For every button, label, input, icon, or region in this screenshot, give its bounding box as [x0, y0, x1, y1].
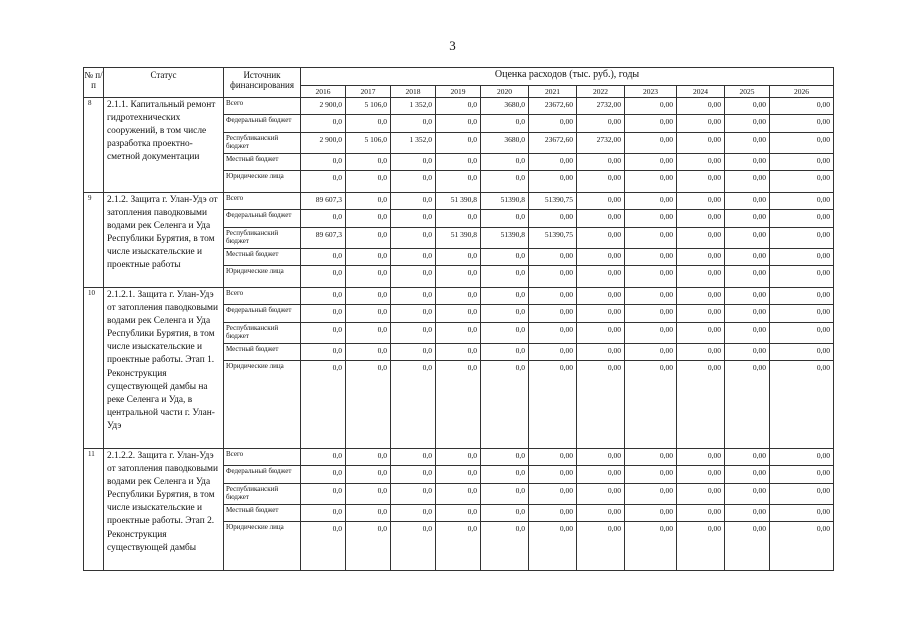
- value-cell: 0,00: [677, 98, 725, 115]
- value-cell: 0,0: [481, 115, 529, 133]
- header-num: № п/п: [84, 68, 104, 98]
- value-cell: 0,0: [481, 288, 529, 305]
- value-cell: 0,0: [481, 522, 529, 571]
- value-cell: 0,0: [391, 484, 436, 505]
- year-header: 2021: [529, 86, 577, 98]
- value-cell: 0,00: [770, 466, 834, 484]
- value-cell: 0,0: [481, 249, 529, 266]
- value-cell: 0,0: [301, 323, 346, 344]
- value-cell: 0,00: [625, 266, 677, 288]
- value-cell: 51 390,8: [436, 193, 481, 210]
- value-cell: 0,0: [481, 505, 529, 522]
- status-text: 2.1.2.1. Защита г. Улан-Удэ от затопления паводковыми водами рек Селенга и Уда Республики Бурятия, в том числе изыскательские и проектные работы. Этап 1. Реконструкция существующей дамбы на реке Селенга и Уда, в центральной части г. Улан-Удэ: [104, 288, 224, 449]
- value-cell: 0,00: [529, 154, 577, 171]
- value-cell: 0,00: [529, 305, 577, 323]
- value-cell: 0,00: [725, 210, 770, 228]
- value-cell: 0,00: [677, 522, 725, 571]
- value-cell: 0,00: [770, 323, 834, 344]
- table-row: [84, 288, 834, 305]
- row-number: 8: [84, 98, 104, 193]
- value-cell: 0,0: [346, 249, 391, 266]
- value-cell: 0,00: [577, 154, 625, 171]
- value-cell: 0,0: [346, 466, 391, 484]
- table-body: [84, 98, 834, 571]
- value-cell: 0,0: [391, 361, 436, 449]
- value-cell: 0,00: [677, 154, 725, 171]
- value-cell: 0,0: [391, 522, 436, 571]
- funding-source: Всего: [224, 288, 301, 305]
- value-cell: 0,0: [346, 323, 391, 344]
- value-cell: 0,00: [770, 193, 834, 210]
- value-cell: 0,00: [529, 361, 577, 449]
- value-cell: 0,00: [625, 484, 677, 505]
- value-cell: 0,00: [770, 154, 834, 171]
- value-cell: 0,00: [770, 505, 834, 522]
- value-cell: 0,0: [436, 115, 481, 133]
- value-cell: 0,00: [677, 505, 725, 522]
- value-cell: 5 106,0: [346, 133, 391, 154]
- value-cell: 1 352,0: [391, 98, 436, 115]
- value-cell: 0,00: [677, 133, 725, 154]
- value-cell: 0,00: [770, 449, 834, 466]
- value-cell: 0,00: [770, 228, 834, 249]
- value-cell: 0,00: [529, 466, 577, 484]
- value-cell: 0,00: [577, 171, 625, 193]
- value-cell: 0,00: [677, 115, 725, 133]
- value-cell: 0,00: [529, 115, 577, 133]
- value-cell: 0,00: [577, 193, 625, 210]
- value-cell: 0,0: [391, 210, 436, 228]
- funding-source: Республиканский бюджет: [224, 228, 301, 249]
- value-cell: 0,0: [346, 266, 391, 288]
- value-cell: 2732,00: [577, 133, 625, 154]
- value-cell: 0,0: [436, 522, 481, 571]
- value-cell: 0,0: [301, 449, 346, 466]
- value-cell: 0,00: [770, 98, 834, 115]
- value-cell: 0,00: [770, 249, 834, 266]
- funding-source: Федеральный бюджет: [224, 210, 301, 228]
- value-cell: 0,00: [577, 361, 625, 449]
- year-header: 2023: [625, 86, 677, 98]
- value-cell: 0,0: [346, 115, 391, 133]
- value-cell: 0,00: [625, 288, 677, 305]
- value-cell: 0,0: [301, 305, 346, 323]
- table-row: [84, 193, 834, 210]
- value-cell: 2 900,0: [301, 98, 346, 115]
- value-cell: 0,0: [391, 288, 436, 305]
- value-cell: 0,0: [346, 171, 391, 193]
- value-cell: 0,0: [346, 305, 391, 323]
- value-cell: 0,00: [677, 249, 725, 266]
- value-cell: 0,00: [770, 288, 834, 305]
- value-cell: 0,0: [436, 210, 481, 228]
- value-cell: 0,0: [481, 323, 529, 344]
- table-row: [84, 449, 834, 466]
- year-header: 2019: [436, 86, 481, 98]
- value-cell: 0,00: [725, 171, 770, 193]
- funding-source: Федеральный бюджет: [224, 466, 301, 484]
- value-cell: 0,0: [391, 228, 436, 249]
- value-cell: 0,00: [725, 154, 770, 171]
- value-cell: 0,00: [625, 323, 677, 344]
- header-source: Источник финансирования: [224, 68, 301, 98]
- value-cell: 0,00: [677, 228, 725, 249]
- funding-source: Республиканский бюджет: [224, 323, 301, 344]
- value-cell: 0,00: [577, 484, 625, 505]
- value-cell: 0,00: [725, 344, 770, 361]
- value-cell: 5 106,0: [346, 98, 391, 115]
- value-cell: 0,00: [677, 466, 725, 484]
- value-cell: 0,0: [301, 115, 346, 133]
- value-cell: 0,00: [725, 466, 770, 484]
- value-cell: 0,00: [625, 249, 677, 266]
- value-cell: 51390,8: [481, 193, 529, 210]
- value-cell: 0,00: [770, 484, 834, 505]
- value-cell: 0,0: [346, 361, 391, 449]
- year-header: 2020: [481, 86, 529, 98]
- value-cell: 0,00: [725, 323, 770, 344]
- value-cell: 0,00: [625, 361, 677, 449]
- value-cell: 0,0: [391, 344, 436, 361]
- value-cell: 0,00: [625, 98, 677, 115]
- value-cell: 0,0: [301, 522, 346, 571]
- value-cell: 0,00: [677, 344, 725, 361]
- value-cell: 0,0: [301, 154, 346, 171]
- value-cell: 0,00: [625, 210, 677, 228]
- value-cell: 0,00: [770, 115, 834, 133]
- value-cell: 2 900,0: [301, 133, 346, 154]
- funding-source: Всего: [224, 98, 301, 115]
- page-number: 3: [449, 38, 456, 53]
- value-cell: 0,00: [770, 266, 834, 288]
- value-cell: 0,00: [529, 266, 577, 288]
- value-cell: 0,0: [391, 505, 436, 522]
- value-cell: 0,00: [577, 344, 625, 361]
- value-cell: 0,0: [301, 210, 346, 228]
- value-cell: 0,00: [577, 228, 625, 249]
- funding-source: Юридические лица: [224, 522, 301, 571]
- value-cell: 2732,00: [577, 98, 625, 115]
- value-cell: 0,0: [346, 344, 391, 361]
- value-cell: 89 607,3: [301, 228, 346, 249]
- value-cell: 0,00: [725, 522, 770, 571]
- value-cell: 0,0: [301, 466, 346, 484]
- year-header: 2017: [346, 86, 391, 98]
- value-cell: 0,0: [346, 288, 391, 305]
- value-cell: 0,0: [301, 484, 346, 505]
- value-cell: 0,0: [301, 171, 346, 193]
- year-header: 2026: [770, 86, 834, 98]
- value-cell: 89 607,3: [301, 193, 346, 210]
- value-cell: 0,00: [625, 228, 677, 249]
- value-cell: 0,00: [625, 344, 677, 361]
- value-cell: 0,00: [725, 115, 770, 133]
- value-cell: 0,0: [436, 344, 481, 361]
- table-row: [84, 98, 834, 115]
- value-cell: 0,00: [625, 522, 677, 571]
- value-cell: 0,00: [577, 466, 625, 484]
- value-cell: 0,00: [529, 505, 577, 522]
- value-cell: 0,0: [391, 449, 436, 466]
- funding-source: Юридические лица: [224, 361, 301, 449]
- value-cell: 0,0: [481, 305, 529, 323]
- value-cell: 0,00: [625, 154, 677, 171]
- value-cell: 0,0: [346, 193, 391, 210]
- value-cell: 0,00: [725, 249, 770, 266]
- value-cell: 0,0: [481, 361, 529, 449]
- value-cell: 0,00: [725, 266, 770, 288]
- value-cell: 0,00: [725, 133, 770, 154]
- funding-source: Федеральный бюджет: [224, 115, 301, 133]
- value-cell: 0,00: [529, 323, 577, 344]
- value-cell: 0,00: [577, 249, 625, 266]
- value-cell: 0,0: [436, 98, 481, 115]
- value-cell: 3680,0: [481, 133, 529, 154]
- value-cell: 1 352,0: [391, 133, 436, 154]
- value-cell: 0,00: [725, 193, 770, 210]
- value-cell: 0,0: [301, 249, 346, 266]
- value-cell: 0,00: [625, 466, 677, 484]
- value-cell: 0,00: [770, 344, 834, 361]
- value-cell: 0,00: [625, 133, 677, 154]
- value-cell: 0,00: [770, 210, 834, 228]
- value-cell: 3680,0: [481, 98, 529, 115]
- value-cell: 0,00: [725, 449, 770, 466]
- value-cell: 0,00: [577, 449, 625, 466]
- funding-source: Республиканский бюджет: [224, 484, 301, 505]
- value-cell: 23672,60: [529, 98, 577, 115]
- value-cell: 0,00: [725, 305, 770, 323]
- funding-source: Местный бюджет: [224, 249, 301, 266]
- value-cell: 0,0: [436, 154, 481, 171]
- value-cell: 0,0: [391, 266, 436, 288]
- value-cell: 0,0: [481, 466, 529, 484]
- value-cell: 51 390,8: [436, 228, 481, 249]
- value-cell: 0,00: [677, 305, 725, 323]
- value-cell: 0,00: [677, 171, 725, 193]
- value-cell: 0,0: [436, 288, 481, 305]
- value-cell: 0,0: [301, 266, 346, 288]
- funding-source: Юридические лица: [224, 171, 301, 193]
- value-cell: 0,00: [770, 133, 834, 154]
- value-cell: 0,00: [770, 361, 834, 449]
- funding-source: Республиканский бюджет: [224, 133, 301, 154]
- value-cell: 0,00: [677, 266, 725, 288]
- value-cell: 0,0: [346, 210, 391, 228]
- value-cell: 0,00: [577, 522, 625, 571]
- value-cell: 0,00: [577, 210, 625, 228]
- value-cell: 0,00: [529, 249, 577, 266]
- table-header: [84, 68, 834, 98]
- value-cell: 0,00: [725, 98, 770, 115]
- year-header: 2022: [577, 86, 625, 98]
- value-cell: 0,0: [436, 361, 481, 449]
- value-cell: 0,0: [481, 154, 529, 171]
- value-cell: 0,00: [625, 115, 677, 133]
- value-cell: 0,0: [301, 344, 346, 361]
- funding-source: Всего: [224, 449, 301, 466]
- value-cell: 0,00: [529, 522, 577, 571]
- row-number: 10: [84, 288, 104, 449]
- value-cell: 0,0: [391, 171, 436, 193]
- value-cell: 0,00: [577, 323, 625, 344]
- value-cell: 0,0: [391, 323, 436, 344]
- value-cell: 0,00: [529, 288, 577, 305]
- year-header: 2025: [725, 86, 770, 98]
- value-cell: 0,0: [436, 249, 481, 266]
- value-cell: 0,00: [725, 228, 770, 249]
- year-header: 2016: [301, 86, 346, 98]
- value-cell: 0,00: [677, 210, 725, 228]
- header-status: Статус: [104, 68, 224, 98]
- value-cell: 0,0: [436, 466, 481, 484]
- value-cell: 0,0: [346, 449, 391, 466]
- value-cell: 0,0: [481, 344, 529, 361]
- value-cell: 0,00: [625, 305, 677, 323]
- funding-source: Местный бюджет: [224, 344, 301, 361]
- value-cell: 0,00: [529, 344, 577, 361]
- value-cell: 51390,8: [481, 228, 529, 249]
- value-cell: 0,0: [346, 154, 391, 171]
- value-cell: 0,0: [481, 449, 529, 466]
- value-cell: 0,00: [677, 323, 725, 344]
- value-cell: 0,0: [391, 466, 436, 484]
- value-cell: 0,0: [436, 449, 481, 466]
- value-cell: 0,00: [529, 210, 577, 228]
- status-text: 2.1.1. Капитальный ремонт гидротехнических сооружений, в том числе разработка проектно-сметной документации: [104, 98, 224, 193]
- row-number: 11: [84, 449, 104, 571]
- value-cell: 0,00: [625, 505, 677, 522]
- value-cell: 0,00: [577, 305, 625, 323]
- year-header: 2018: [391, 86, 436, 98]
- value-cell: 0,0: [391, 115, 436, 133]
- funding-source: Местный бюджет: [224, 154, 301, 171]
- row-number: 9: [84, 193, 104, 288]
- value-cell: 0,0: [301, 505, 346, 522]
- value-cell: 0,00: [577, 115, 625, 133]
- value-cell: 0,0: [481, 210, 529, 228]
- value-cell: 0,00: [677, 193, 725, 210]
- value-cell: 0,00: [677, 484, 725, 505]
- value-cell: 0,0: [346, 484, 391, 505]
- value-cell: 0,0: [391, 193, 436, 210]
- value-cell: 0,0: [301, 288, 346, 305]
- value-cell: 0,0: [346, 522, 391, 571]
- value-cell: 0,0: [436, 133, 481, 154]
- status-text: 2.1.2. Защита г. Улан-Удэ от затопления паводковыми водами рек Селенга и Уда Республики Бурятия, в том числе изыскательские и проектные работы: [104, 193, 224, 288]
- value-cell: 0,00: [529, 449, 577, 466]
- value-cell: 0,00: [625, 449, 677, 466]
- value-cell: 0,00: [770, 522, 834, 571]
- value-cell: 0,00: [529, 484, 577, 505]
- value-cell: 0,00: [577, 266, 625, 288]
- value-cell: 0,0: [346, 228, 391, 249]
- status-text: 2.1.2.2. Защита г. Улан-Удэ от затопления паводковыми водами рек Селенга и Уда Республики Бурятия, в том числе изыскательские и проектные работы. Этап 2. Реконструкция существующей дамбы: [104, 449, 224, 571]
- funding-source: Местный бюджет: [224, 505, 301, 522]
- value-cell: 51390,75: [529, 228, 577, 249]
- value-cell: 0,0: [481, 171, 529, 193]
- value-cell: 0,00: [770, 305, 834, 323]
- value-cell: 0,00: [725, 361, 770, 449]
- value-cell: 0,00: [529, 171, 577, 193]
- funding-source: Федеральный бюджет: [224, 305, 301, 323]
- value-cell: 0,00: [577, 288, 625, 305]
- funding-source: Юридические лица: [224, 266, 301, 288]
- value-cell: 0,0: [391, 154, 436, 171]
- expense-table: [83, 67, 834, 571]
- value-cell: 0,0: [301, 361, 346, 449]
- value-cell: 0,00: [725, 288, 770, 305]
- value-cell: 0,0: [436, 484, 481, 505]
- value-cell: 0,00: [577, 505, 625, 522]
- value-cell: 0,0: [436, 505, 481, 522]
- value-cell: 0,00: [677, 361, 725, 449]
- value-cell: 0,0: [436, 323, 481, 344]
- value-cell: 0,00: [770, 171, 834, 193]
- value-cell: 0,00: [725, 484, 770, 505]
- header-estimate: Оценка расходов (тыс. руб.), годы: [301, 68, 834, 86]
- value-cell: 0,0: [481, 266, 529, 288]
- value-cell: 51390,75: [529, 193, 577, 210]
- value-cell: 0,0: [436, 305, 481, 323]
- value-cell: 0,0: [391, 305, 436, 323]
- value-cell: 0,00: [625, 171, 677, 193]
- value-cell: 0,0: [436, 171, 481, 193]
- value-cell: 0,00: [725, 505, 770, 522]
- value-cell: 0,00: [625, 193, 677, 210]
- value-cell: 0,0: [481, 484, 529, 505]
- funding-source: Всего: [224, 193, 301, 210]
- value-cell: 0,0: [436, 266, 481, 288]
- year-header: 2024: [677, 86, 725, 98]
- value-cell: 23672,60: [529, 133, 577, 154]
- value-cell: 0,00: [677, 288, 725, 305]
- value-cell: 0,00: [677, 449, 725, 466]
- value-cell: 0,0: [346, 505, 391, 522]
- value-cell: 0,0: [391, 249, 436, 266]
